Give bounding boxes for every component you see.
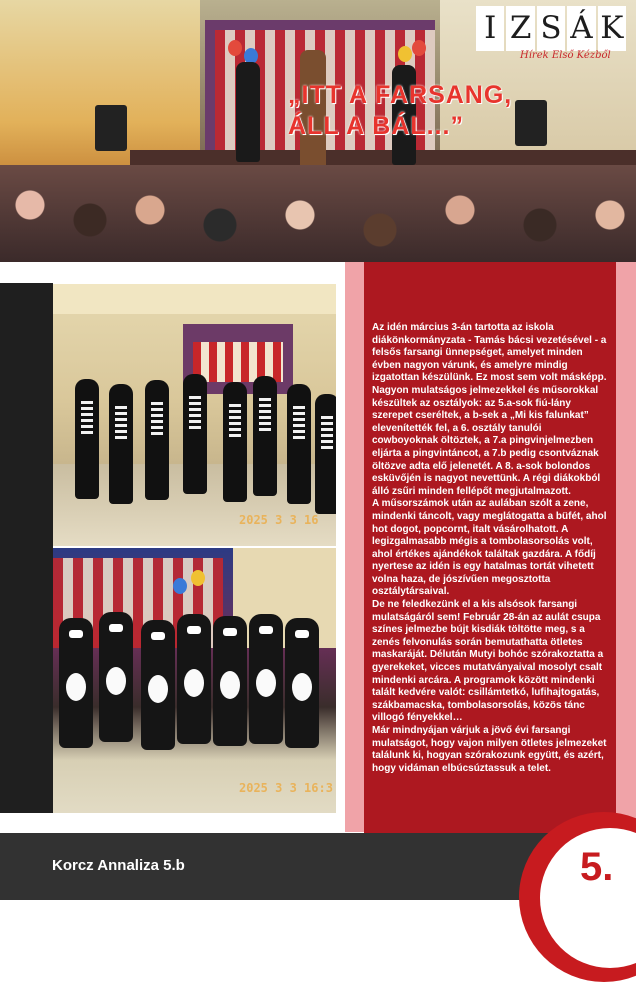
penguin-mask <box>69 630 83 638</box>
pink-accent-bar-right <box>616 262 636 832</box>
photo2-date-stamp: 2025 3 3 16:3 <box>239 781 333 795</box>
penguin-mask <box>259 626 273 634</box>
page-number: 5. <box>580 845 614 889</box>
article-paragraph: Már mindnyájan várjuk a jövő évi farsangi mulatságot, hogy vajon milyen ötletes jelmezeket találunk ki, hogyan szórakozunk együtt, és azért, hogy vidáman elbúcsúztassuk a telet. <box>372 725 607 774</box>
left-dark-bar <box>0 283 53 813</box>
penguin-mask <box>295 630 309 638</box>
photo1-ceiling <box>53 284 336 314</box>
penguin-mask <box>151 632 165 640</box>
hero-photo-speaker-left <box>95 105 127 151</box>
logo-letter: K <box>598 6 626 51</box>
logo-letter: Á <box>567 6 595 51</box>
article-paragraph: Nagyon mulatságos jelmezekkel és műsorokkal készültek az osztályok: az 5.a-sok fiú-lány szerepet cseréltek, a b-sek a „Mi kis falunkat” elevenítették fel, a 6. osztály tanulói cowboyoknak öltöztek, a 7.a pingvinjelmezben eljárta a pingvintáncot, a 7.b pedig csontváznak öltözve adta elő jelenetét. A 8. a-sok bolondos esküvőjén is nagyot nevettünk. A régi diákokból álló zsűri minden fellépőt megjutalmazott. <box>372 384 601 497</box>
skeleton-costume <box>109 384 133 504</box>
balloon-icon <box>173 578 187 594</box>
skeleton-costume <box>315 394 336 514</box>
article-paragraph: Az idén március 3-án tartotta az iskola diákönkormányzata - Tamás bácsi vezetésével - a felsős farsangi ünnepséget, amelyet minden évben nagyon várunk, és amelyre mindig izgatottan készülünk. Ez most sem volt másképp. <box>372 322 607 384</box>
skeleton-costume <box>145 380 169 500</box>
skeleton-costume <box>287 384 311 504</box>
skeleton-costume <box>183 374 207 494</box>
logo-letter: I <box>476 6 504 51</box>
penguin-mask <box>223 628 237 636</box>
balloon-icon <box>412 40 426 56</box>
skeleton-costume <box>253 376 277 496</box>
skeleton-costume <box>223 382 247 502</box>
pink-accent-bar <box>345 262 364 832</box>
red-panel-header <box>364 262 616 298</box>
skeleton-costume <box>75 379 99 499</box>
izsak-logo <box>476 6 626 51</box>
article-paragraph: De ne feledkezünk el a kis alsósok farsangi mulatságáról sem! Február 28-án az aulát csupa színes jelmezbe bújt kisdiák töltötte meg, s a zenés felvonulás során bemutathatta ötletes maskaráját. Délután Mutyi bohóc szórakoztatta a gyerekeket, vicces mutatványaival mosolyt csalt mindenki arcára. A programok között mindenki talált kedvére valót: csillámtetkó, lufihajtogatás, szákbamacska, tombolasorsolás, közös tánc villogó fényekkel… <box>372 599 604 724</box>
author-credit: Korcz Annaliza 5.b <box>52 857 185 874</box>
balloon-icon <box>398 46 412 62</box>
balloon-icon <box>228 40 242 56</box>
penguin-mask <box>109 624 123 632</box>
logo-letter: S <box>537 6 565 51</box>
logo-letter: Z <box>506 6 534 51</box>
hero-photo-performer <box>236 62 260 162</box>
article-body <box>372 322 610 775</box>
balloon-icon <box>191 570 205 586</box>
hero-photo-audience <box>0 165 636 262</box>
logo-subtitle: Hírek Első Kézből <box>520 50 611 61</box>
photo1-date-stamp: 2025 3 3 16 <box>239 513 319 527</box>
photo-penguin-costumes <box>53 548 336 813</box>
photo-skeleton-dance <box>53 284 336 546</box>
penguin-mask <box>187 626 201 634</box>
page-headline: „ITT A FARSANG, ÁLL A BÁL...” <box>288 81 513 140</box>
article-paragraph: A műsorszámok után az aulában szólt a zene, mindenki táncolt, vagy meglátogatta a büfét, ahol hot dogot, popcornt, italt vásárolhatott. A legizgalmasabb mégis a tombolasorsolás volt, ahol értékes ajándékok találtak gazdára. A fődíj nyertese az idén is egy hatalmas tortát vihetett volna haza, de jószívűen megosztotta osztálytársaival. <box>372 498 607 598</box>
